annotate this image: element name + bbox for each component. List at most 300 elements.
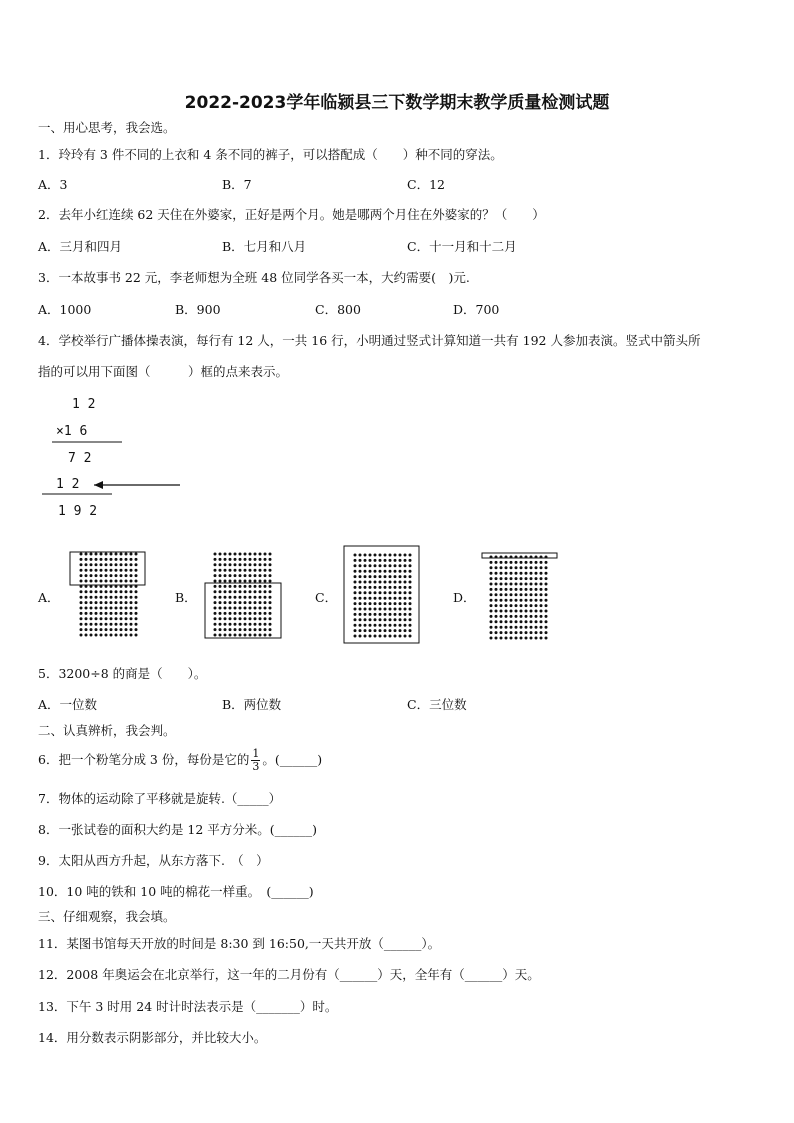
dot xyxy=(409,581,412,584)
dot xyxy=(130,612,133,615)
dot xyxy=(525,561,528,564)
dot xyxy=(490,599,493,602)
dot xyxy=(105,553,108,556)
dot xyxy=(540,561,543,564)
dot xyxy=(545,566,548,569)
q3-option-b: B．900 xyxy=(175,302,221,317)
dot xyxy=(264,553,267,556)
dot xyxy=(520,588,523,591)
dot xyxy=(545,593,548,596)
dot xyxy=(125,607,128,610)
dot xyxy=(369,586,372,589)
dot xyxy=(219,612,222,615)
dot xyxy=(90,569,93,572)
dot xyxy=(545,577,548,580)
dot xyxy=(239,607,242,610)
dot xyxy=(374,564,377,567)
dot xyxy=(100,558,103,561)
dot xyxy=(229,607,232,610)
dot xyxy=(505,604,508,607)
q2-option-b: B．七月和八月 xyxy=(222,239,307,254)
dot xyxy=(105,569,108,572)
dot xyxy=(110,601,113,604)
dot xyxy=(229,590,232,593)
dot xyxy=(510,599,513,602)
dot xyxy=(95,590,98,593)
dot xyxy=(115,574,118,577)
dot xyxy=(229,585,232,588)
page-title: 2022-2023学年临颍县三下数学期末教学质量检测试题 xyxy=(184,93,610,113)
dot xyxy=(399,635,402,638)
question-9: 9．太阳从西方升起，从东方落下. （ ） xyxy=(38,853,269,868)
dot xyxy=(219,628,222,631)
dot xyxy=(115,590,118,593)
dot xyxy=(100,596,103,599)
dot xyxy=(369,618,372,621)
dot xyxy=(394,602,397,605)
dot xyxy=(259,612,262,615)
dot xyxy=(254,596,257,599)
dot xyxy=(85,563,88,566)
dot xyxy=(85,590,88,593)
dot xyxy=(115,634,118,637)
dot xyxy=(364,629,367,632)
dot xyxy=(369,597,372,600)
dot xyxy=(95,601,98,604)
dot xyxy=(369,624,372,627)
dot xyxy=(359,575,362,578)
dot xyxy=(269,574,272,577)
dot xyxy=(399,554,402,557)
dot xyxy=(234,607,237,610)
dot xyxy=(505,620,508,623)
dot xyxy=(135,558,138,561)
dot xyxy=(214,580,217,583)
dot xyxy=(354,554,357,557)
q4-option-a: A． xyxy=(38,590,60,605)
dot xyxy=(130,628,133,631)
dot xyxy=(130,569,133,572)
dot xyxy=(389,586,392,589)
dot xyxy=(90,596,93,599)
dot xyxy=(364,613,367,616)
dot xyxy=(359,597,362,600)
question-11: 11．某图书馆每天开放的时间是 8:30 到 16:50,一天共开放（______）。 xyxy=(38,936,441,951)
dot xyxy=(354,570,357,573)
dot xyxy=(404,564,407,567)
dot xyxy=(105,601,108,604)
dot xyxy=(229,574,232,577)
dot xyxy=(234,574,237,577)
dot-figure-b xyxy=(198,545,298,645)
dot xyxy=(505,593,508,596)
dot xyxy=(110,563,113,566)
dot xyxy=(115,601,118,604)
dot xyxy=(495,577,498,580)
dot xyxy=(515,631,518,634)
dot xyxy=(120,596,123,599)
dot xyxy=(85,596,88,599)
calc-multiplier: ×1 6 xyxy=(56,424,88,439)
dot xyxy=(404,635,407,638)
dot xyxy=(530,561,533,564)
dot xyxy=(239,569,242,572)
dot xyxy=(520,593,523,596)
dot xyxy=(374,570,377,573)
dot xyxy=(130,607,133,610)
dot xyxy=(495,604,498,607)
dot xyxy=(229,628,232,631)
dot xyxy=(500,626,503,629)
dot xyxy=(374,613,377,616)
dot xyxy=(399,618,402,621)
dot-figure-a xyxy=(60,545,160,645)
dot xyxy=(510,610,513,613)
dot xyxy=(495,631,498,634)
dot xyxy=(374,554,377,557)
dot xyxy=(95,558,98,561)
dot xyxy=(229,623,232,626)
dot xyxy=(90,558,93,561)
dot xyxy=(115,563,118,566)
dot xyxy=(219,601,222,604)
dot xyxy=(354,602,357,605)
dot xyxy=(269,634,272,637)
dot xyxy=(249,634,252,637)
dot xyxy=(399,624,402,627)
dot xyxy=(530,631,533,634)
dot xyxy=(90,590,93,593)
dot xyxy=(239,623,242,626)
q4-option-d: D． xyxy=(453,590,476,605)
dot xyxy=(115,628,118,631)
dot xyxy=(495,620,498,623)
q3-option-c: C．800 xyxy=(315,302,361,317)
dot xyxy=(394,559,397,562)
dot xyxy=(505,566,508,569)
dot xyxy=(369,559,372,562)
dot xyxy=(379,586,382,589)
dot xyxy=(234,596,237,599)
dot xyxy=(389,613,392,616)
dot xyxy=(90,574,93,577)
dot xyxy=(254,563,257,566)
dot xyxy=(125,553,128,556)
dot xyxy=(369,591,372,594)
dot xyxy=(120,590,123,593)
dot xyxy=(120,580,123,583)
dot xyxy=(490,604,493,607)
question-1: 1．玲玲有 3 件不同的上衣和 4 条不同的裤子，可以搭配成（ ）种不同的穿法。 xyxy=(38,147,503,162)
calc-multiplicand: 1 2 xyxy=(72,397,96,412)
dot xyxy=(249,623,252,626)
q4-option-b: B． xyxy=(175,590,197,605)
dot xyxy=(409,591,412,594)
dot xyxy=(135,596,138,599)
dot xyxy=(525,588,528,591)
dot xyxy=(244,563,247,566)
dot xyxy=(374,618,377,621)
dot xyxy=(515,615,518,618)
dot xyxy=(259,590,262,593)
dot xyxy=(115,607,118,610)
dot xyxy=(364,597,367,600)
dot xyxy=(115,617,118,620)
dot xyxy=(234,558,237,561)
dot xyxy=(354,591,357,594)
dot xyxy=(115,580,118,583)
dot xyxy=(135,569,138,572)
dot xyxy=(495,566,498,569)
dot xyxy=(500,599,503,602)
dot xyxy=(219,623,222,626)
dot xyxy=(525,577,528,580)
dot xyxy=(239,634,242,637)
q5-option-b: B．两位数 xyxy=(222,697,282,712)
dot xyxy=(85,617,88,620)
dot xyxy=(384,575,387,578)
dot xyxy=(394,597,397,600)
dot xyxy=(515,588,518,591)
dot xyxy=(269,601,272,604)
dot xyxy=(369,613,372,616)
dot xyxy=(135,590,138,593)
dot xyxy=(505,599,508,602)
dot xyxy=(379,564,382,567)
dot xyxy=(545,583,548,586)
dot xyxy=(269,607,272,610)
dot xyxy=(95,607,98,610)
dot xyxy=(239,596,242,599)
dot xyxy=(384,554,387,557)
dot xyxy=(500,572,503,575)
dot xyxy=(115,558,118,561)
dot xyxy=(359,624,362,627)
dot xyxy=(530,626,533,629)
dot xyxy=(224,553,227,556)
dot xyxy=(354,597,357,600)
dot xyxy=(520,626,523,629)
dot xyxy=(374,602,377,605)
dot xyxy=(399,581,402,584)
dot xyxy=(505,631,508,634)
dot xyxy=(80,612,83,615)
dot xyxy=(80,601,83,604)
dot xyxy=(394,570,397,573)
dot xyxy=(490,631,493,634)
dot xyxy=(130,580,133,583)
dot xyxy=(135,623,138,626)
question-10: 10．10 吨的铁和 10 吨的棉花一样重。 (______) xyxy=(38,884,314,899)
dot xyxy=(130,574,133,577)
dot xyxy=(234,553,237,556)
dot xyxy=(389,602,392,605)
dot xyxy=(229,617,232,620)
dot xyxy=(535,566,538,569)
dot xyxy=(525,583,528,586)
dot xyxy=(259,553,262,556)
dot xyxy=(224,601,227,604)
dot xyxy=(90,617,93,620)
dot xyxy=(354,564,357,567)
dot xyxy=(219,634,222,637)
dot xyxy=(269,623,272,626)
dot xyxy=(535,588,538,591)
dot xyxy=(249,628,252,631)
dot xyxy=(254,617,257,620)
dot xyxy=(254,580,257,583)
dot xyxy=(244,558,247,561)
dot xyxy=(525,610,528,613)
dot xyxy=(409,613,412,616)
q5-option-a: A．一位数 xyxy=(38,697,98,712)
dot xyxy=(244,569,247,572)
dot xyxy=(234,634,237,637)
dot xyxy=(80,607,83,610)
dot xyxy=(234,585,237,588)
dot xyxy=(404,624,407,627)
dot xyxy=(364,586,367,589)
dot xyxy=(379,608,382,611)
dot xyxy=(224,590,227,593)
dot xyxy=(515,572,518,575)
dot xyxy=(364,608,367,611)
dot xyxy=(490,610,493,613)
dot xyxy=(389,624,392,627)
dot xyxy=(244,617,247,620)
dot xyxy=(254,623,257,626)
dot xyxy=(364,624,367,627)
dot xyxy=(100,617,103,620)
dot xyxy=(530,604,533,607)
dot xyxy=(354,613,357,616)
q1-option-a: A．3 xyxy=(38,177,68,192)
dot xyxy=(535,593,538,596)
dot xyxy=(130,596,133,599)
dot xyxy=(399,575,402,578)
dot xyxy=(384,608,387,611)
dot xyxy=(105,607,108,610)
dot xyxy=(505,610,508,613)
dot xyxy=(394,554,397,557)
dot xyxy=(100,601,103,604)
dot xyxy=(80,563,83,566)
dot xyxy=(530,637,533,640)
dot xyxy=(234,617,237,620)
dot xyxy=(495,561,498,564)
dot xyxy=(100,574,103,577)
dot xyxy=(540,599,543,602)
dot xyxy=(535,610,538,613)
dot xyxy=(135,628,138,631)
dot xyxy=(214,623,217,626)
dot xyxy=(394,629,397,632)
dot xyxy=(80,558,83,561)
dot xyxy=(525,593,528,596)
dot xyxy=(379,559,382,562)
dot xyxy=(379,613,382,616)
dot xyxy=(389,629,392,632)
dot xyxy=(85,569,88,572)
dot xyxy=(224,623,227,626)
dot xyxy=(100,590,103,593)
dot xyxy=(384,618,387,621)
dot xyxy=(105,596,108,599)
dot xyxy=(254,628,257,631)
dot xyxy=(85,607,88,610)
dot xyxy=(409,618,412,621)
dot xyxy=(369,575,372,578)
dot xyxy=(379,570,382,573)
dot xyxy=(394,575,397,578)
dot xyxy=(520,610,523,613)
dot xyxy=(100,569,103,572)
q6-text-before: 6．把一个粉笔分成 3 份，每份是它的 xyxy=(38,752,250,767)
dot xyxy=(515,599,518,602)
dot xyxy=(95,569,98,572)
dot xyxy=(505,561,508,564)
dot xyxy=(354,635,357,638)
calc-result: 1 9 2 xyxy=(58,504,98,519)
dot xyxy=(95,563,98,566)
dot xyxy=(404,618,407,621)
dot xyxy=(130,590,133,593)
dot xyxy=(110,590,113,593)
dot xyxy=(120,601,123,604)
dot xyxy=(404,554,407,557)
dot xyxy=(264,612,267,615)
dot xyxy=(125,569,128,572)
dot xyxy=(394,613,397,616)
dot xyxy=(545,615,548,618)
dot xyxy=(249,574,252,577)
dot xyxy=(120,607,123,610)
dot xyxy=(125,617,128,620)
dot xyxy=(219,585,222,588)
dot xyxy=(374,586,377,589)
dot xyxy=(110,617,113,620)
dot xyxy=(500,615,503,618)
dot xyxy=(409,570,412,573)
dot xyxy=(269,617,272,620)
dot xyxy=(115,596,118,599)
dot xyxy=(510,566,513,569)
dot xyxy=(535,620,538,623)
dot xyxy=(105,558,108,561)
dot xyxy=(404,629,407,632)
dot xyxy=(409,586,412,589)
dot xyxy=(249,590,252,593)
dot xyxy=(540,626,543,629)
section-1-heading: 一、用心思考，我会选。 xyxy=(38,120,176,135)
dot xyxy=(374,624,377,627)
dot xyxy=(85,580,88,583)
dot xyxy=(80,628,83,631)
dot xyxy=(540,631,543,634)
calc-arrow-head xyxy=(94,481,103,489)
dot xyxy=(379,602,382,605)
dot xyxy=(90,634,93,637)
dot xyxy=(85,623,88,626)
dot xyxy=(244,634,247,637)
dot xyxy=(404,570,407,573)
dot xyxy=(264,558,267,561)
dot xyxy=(540,610,543,613)
dot xyxy=(500,620,503,623)
dot xyxy=(500,610,503,613)
dot xyxy=(354,618,357,621)
dot xyxy=(259,580,262,583)
